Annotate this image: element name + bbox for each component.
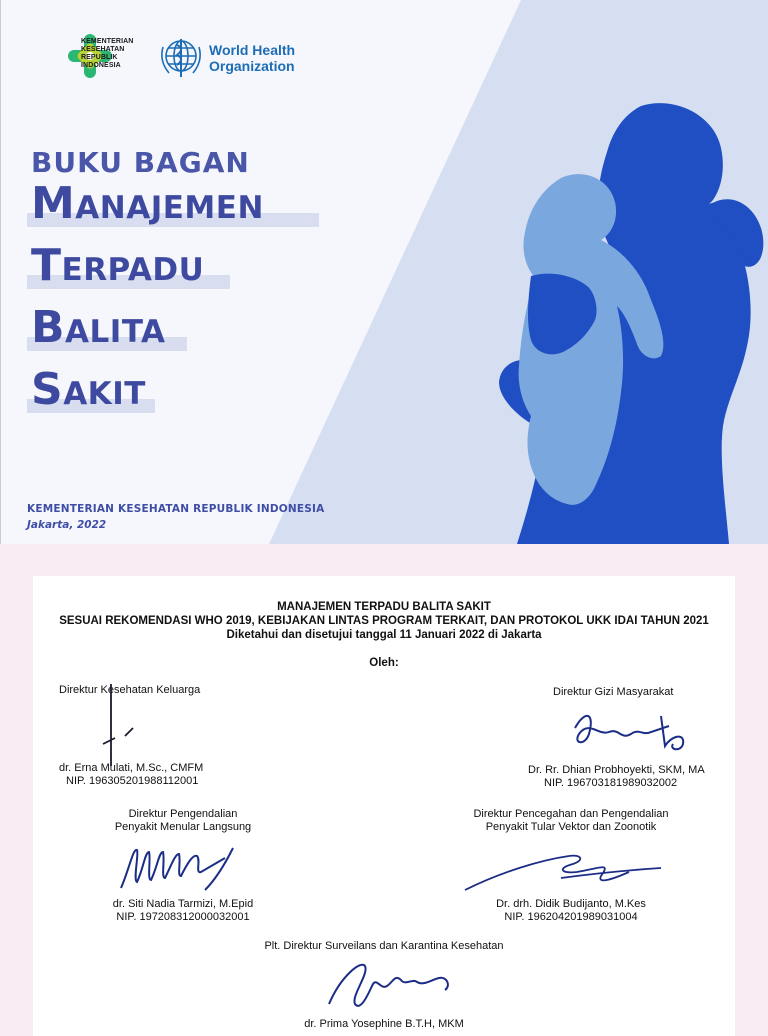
cover-title-line-4: Sakit <box>31 364 146 415</box>
mother-baby-silhouette-icon <box>491 100 768 544</box>
cover-title-line-3: Balita <box>31 302 166 353</box>
cover-super-title: BUKU BAGAN <box>31 146 250 179</box>
signatory-4-position: Direktur Pencegahan dan Pengendalian Penyakit Tular Vektor dan Zoonotik <box>473 808 669 833</box>
signatory-5-name: dr. Prima Yosephine B.T.H, MKM <box>304 1018 464 1030</box>
signatory-1-nip: NIP. 196305201988112001 <box>66 775 199 787</box>
signature-5-icon <box>321 956 461 1016</box>
cover-title-line-1: Manajemen <box>31 178 264 229</box>
signatory-1-position: Direktur Kesehatan Keluarga <box>59 684 201 696</box>
document-by-label: Oleh: <box>369 657 399 669</box>
signatory-3-nip: NIP. 197208312000032001 <box>116 911 250 923</box>
cover-place-date: Jakarta, 2022 <box>27 519 107 531</box>
signatory-1-name: dr. Erna Mulati, M.Sc., CMFM <box>59 762 204 774</box>
signature-4-icon <box>461 846 681 894</box>
signatory-4-name: Dr. drh. Didik Budijanto, M.Kes <box>496 898 646 910</box>
signatory-2-name: Dr. Rr. Dhian Probhoyekti, SKM, MA <box>528 764 705 776</box>
signatory-2-nip: NIP. 196703181989032002 <box>544 777 678 789</box>
cover-title-line-2: Terpadu <box>31 240 204 291</box>
cover-organization: KEMENTERIAN KESEHATAN REPUBLIK INDONESIA <box>27 503 325 515</box>
signatory-3-position: Direktur Pengendalian Penyakit Menular Langsung <box>114 808 252 833</box>
signature-3-icon <box>115 840 265 896</box>
approval-document <box>33 576 735 1036</box>
who-emblem-icon <box>157 35 205 79</box>
document-approval-date: Diketahui dan disetujui tanggal 11 Januari 2022 di Jakarta <box>226 629 542 641</box>
document-title: MANAJEMEN TERPADU BALITA SAKIT <box>277 601 491 613</box>
signature-2-icon <box>565 706 715 754</box>
signatory-5-position: Plt. Direktur Surveilans dan Karantina Kesehatan <box>264 940 504 952</box>
who-logo-text: World Health Organization <box>209 42 296 74</box>
signatory-4-nip: NIP. 196204201989031004 <box>504 911 638 923</box>
kemenkes-logo-text: KEMENTERIAN KESEHATAN REPUBLIK INDONESIA <box>81 38 134 69</box>
signatory-2-position: Direktur Gizi Masyarakat <box>553 686 674 698</box>
signatory-3-name: dr. Siti Nadia Tarmizi, M.Epid <box>112 898 254 910</box>
document-subtitle: SESUAI REKOMENDASI WHO 2019, KEBIJAKAN LINTAS PROGRAM TERKAIT, DAN PROTOKOL UKK IDAI TAHUN 2021 <box>59 615 709 627</box>
signature-1-icon <box>93 682 153 766</box>
